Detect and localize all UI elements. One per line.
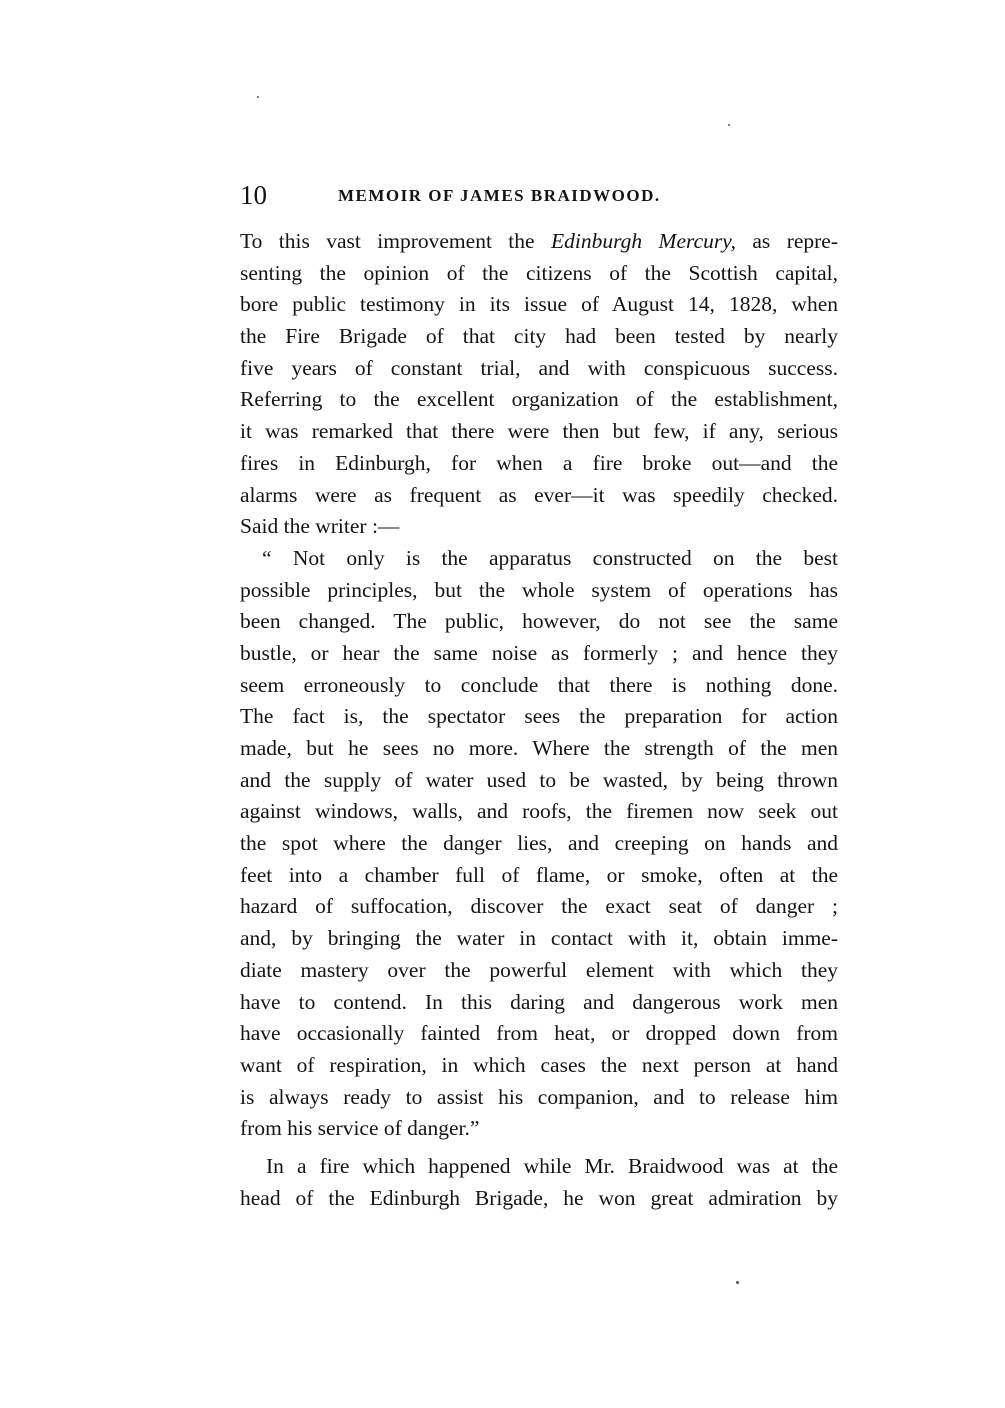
text-line: is always ready to assist his companion, and to release him <box>240 1084 838 1109</box>
text-line: bustle, or hear the same noise as formerly ; and hence they <box>240 640 838 665</box>
text-line: possible principles, but the whole system of operations has <box>240 577 838 602</box>
text-line: the spot where the danger lies, and creeping on hands and <box>240 831 838 856</box>
publication-title: Edinburgh Mercury, <box>550 229 736 253</box>
text-line: and the supply of water used to be wasted, by being thrown <box>240 767 838 792</box>
text-line: head of the Edinburgh Brigade, he won great admiration by <box>240 1185 838 1210</box>
scan-speck <box>257 96 259 98</box>
text-line: “ Not only is the apparatus constructed on the best <box>262 545 838 570</box>
text-line: alarms were as frequent as ever—it was speedily checked. <box>240 482 838 507</box>
text-line: it was remarked that there were then but few, if any, serious <box>240 419 838 444</box>
text-line: Referring to the excellent organization of the establishment, <box>240 387 838 412</box>
text-line: five years of constant trial, and with conspicuous success. <box>240 355 838 380</box>
text-line: Said the writer :— <box>240 514 400 539</box>
text-line: been changed. The public, however, do not see the same <box>240 609 838 634</box>
scan-speck <box>736 1281 739 1284</box>
text-line: diate mastery over the powerful element with which they <box>240 957 838 982</box>
page-number: 10 <box>240 180 267 210</box>
text-line: feet into a chamber full of flame, or smoke, often at the <box>240 862 838 887</box>
text-line: against windows, walls, and roofs, the firemen now seek out <box>240 799 838 824</box>
paragraph-1 <box>240 226 838 543</box>
text-line: bore public testimony in its issue of August 14, 1828, when <box>240 292 838 317</box>
text-line: want of respiration, in which cases the next person at hand <box>240 1052 838 1077</box>
text-line: hazard of suffocation, discover the exact seat of danger ; <box>240 894 838 919</box>
text-line: The fact is, the spectator sees the preparation for action <box>240 704 838 729</box>
text-line: the Fire Brigade of that city had been tested by nearly <box>240 324 838 349</box>
scan-speck <box>728 124 730 126</box>
text-line: senting the opinion of the citizens of the Scottish capital, <box>240 260 838 285</box>
running-title: MEMOIR OF JAMES BRAIDWOOD. <box>338 186 661 205</box>
text-line: and, by bringing the water in contact with it, obtain imme- <box>240 926 838 951</box>
page-body <box>240 226 838 1214</box>
text-line: have to contend. In this daring and dangerous work men <box>240 989 838 1014</box>
text-line: fires in Edinburgh, for when a fire broke out—and the <box>240 450 838 475</box>
text-line: made, but he sees no more. Where the strength of the men <box>240 736 838 760</box>
paragraph-2 <box>240 1151 838 1214</box>
text-line: seem erroneously to conclude that there is nothing done. <box>240 672 838 697</box>
text-line: To this vast improvement the Edinburgh Mercury, as repre- <box>240 229 838 253</box>
text-line: In a fire which happened while Mr. Braidwood was at the <box>266 1153 838 1178</box>
text-line: have occasionally fainted from heat, or dropped down from <box>240 1021 838 1046</box>
text-line: from his service of danger.” <box>240 1116 480 1141</box>
quotation <box>240 543 838 1145</box>
page-header <box>240 180 840 210</box>
